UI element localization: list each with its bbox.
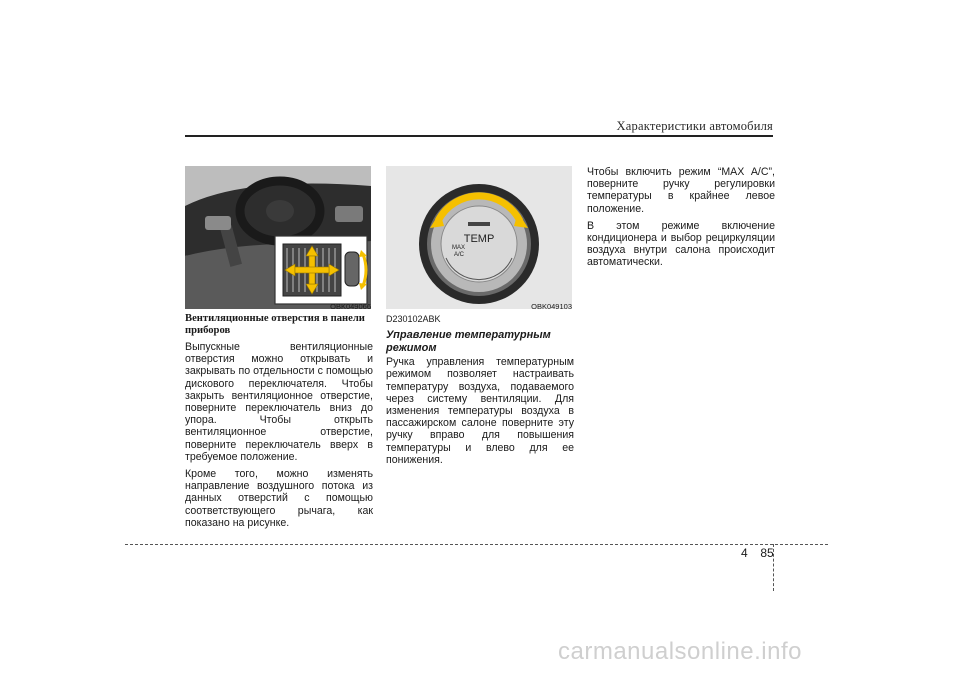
footer-rule <box>125 544 828 545</box>
vent-figure <box>185 166 371 309</box>
section-heading: Вентиляционные отверстия в панели приборов <box>185 313 365 336</box>
figure-code: OBK049103 <box>531 302 572 311</box>
paragraph: Ручка управления температурным режимом позволяет настраивать температуру воздуха, подаваемого через систему вентиляции. Для изменения температуры воздуха в пассажирском салоне поверните эту ручку вправо для повышения температуры и влево для ее понижения. <box>386 356 574 466</box>
dashboard-vent-illustration <box>185 166 371 309</box>
paragraph: В этом режиме включение кондиционера и выбор рециркуляции воздуха внутри салона происходит автоматически. <box>587 219 775 269</box>
right-column <box>587 166 775 274</box>
figure-code: OBK049066 <box>330 302 371 311</box>
paragraph: Кроме того, можно изменять направление воздушного потока из данных отверстий с помощью соответствующего рычага, как показано на рисунке. <box>185 468 373 529</box>
paragraph: Чтобы включить режим “MAX A/C”, поверните ручку регулировки температуры в крайнее левое положение. <box>587 166 775 215</box>
section-code: D230102ABK <box>386 314 441 324</box>
page-number <box>741 546 801 560</box>
left-column <box>185 313 373 534</box>
section-number: 4 <box>741 546 748 560</box>
temperature-knob-illustration <box>386 166 572 309</box>
header-rule <box>185 135 773 137</box>
ac-label: A/C <box>454 252 465 258</box>
max-label: MAX <box>452 245 466 251</box>
middle-column <box>386 313 574 471</box>
page-header-title: Характеристики автомобиля <box>616 119 773 133</box>
temp-knob-figure <box>386 166 572 309</box>
watermark: carmanualsonline.info <box>558 638 802 665</box>
paragraph: Выпускные вентиляционные отверстия можно открывать и закрывать по отдельности с помощью дискового переключателя. Чтобы закрыть вентиляционное отверстие, поверните переключатель вниз до упора. Чтобы открыть вентиляционное отверстие, поверните переключатель вверх в требуемое положение. <box>185 341 373 463</box>
knob-label: TEMP <box>463 233 495 245</box>
section-heading: Управление температурным режимом <box>386 329 551 354</box>
page-number-value: 85 <box>760 546 774 560</box>
